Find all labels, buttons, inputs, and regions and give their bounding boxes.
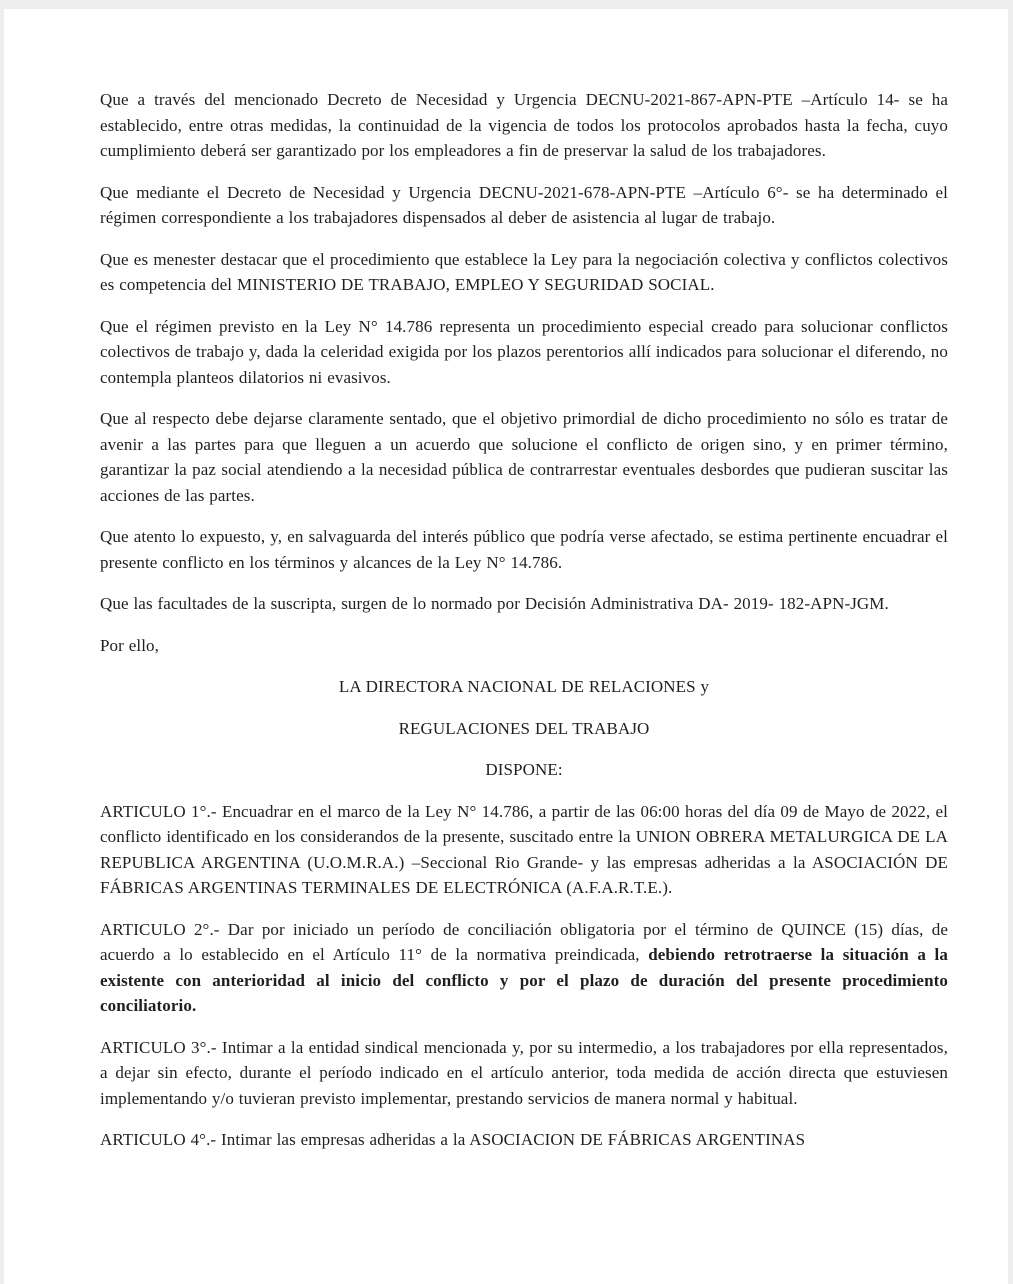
recital-decnu-678 (100, 180, 948, 231)
document-page (4, 9, 1008, 1284)
text-segment: Que al respecto debe dejarse claramente sentado, que el objetivo primordial de dicho procedimiento no sólo es tratar de avenir a las partes para que lleguen a un acuerdo que solucione el conflicto de origen sino, y en primer término, garantizar la paz social atendiendo a la necesidad pública de contrarrestar eventuales desbordes que pudieran suscitar las acciones de las partes. (100, 409, 948, 505)
text-segment: LA DIRECTORA NACIONAL DE RELACIONES y (338, 677, 710, 696)
text-segment: REGULACIONES DEL TRABAJO (398, 718, 650, 738)
articulo-2 (100, 917, 948, 1019)
heading-directora-line-1 (100, 674, 948, 700)
por-ello (100, 633, 948, 659)
text-segment: ARTICULO 4°.- Intimar las empresas adheridas a la ASOCIACION DE FÁBRICAS ARGENTINAS (100, 1130, 806, 1149)
text-segment: Que a través del mencionado Decreto de Necesidad y Urgencia DECNU-2021-867-APN-PTE –Artículo 14- se ha establecido, entre otras medidas, la continuidad de la vigencia de todos los protocolos aprobados hasta la fecha, cuyo cumplimiento deberá ser garantizado por los empleadores a fin de preservar la salud de los trabajadores. (100, 90, 948, 160)
recital-ley-14786-regimen (100, 314, 948, 391)
heading-dispone (100, 757, 948, 783)
articulo-1 (100, 799, 948, 901)
text-segment: Que mediante el Decreto de Necesidad y Urgencia DECNU-2021-678-APN-PTE –Artículo 6°- se ha determinado el régimen correspondiente a los trabajadores dispensados al deber de asistencia al lugar de trabajo. (100, 182, 948, 227)
recital-interes-publico (100, 524, 948, 575)
text-segment: ARTICULO 3°.- Intimar a la entidad sindical mencionada y, por su intermedio, a los trabajadores por ella representados, a dejar sin efecto, durante el período indicado en el artículo anterior, toda medida de acción directa que estuviesen implementando y/o tuvieran previsto implementar, prestando servicios de manera normal y habitual. (100, 1037, 948, 1108)
text-segment: Por ello, (100, 635, 160, 655)
text-segment: Que las facultades de la suscripta, surgen de lo normado por Decisión Administrativa DA- 2019- 182-APN-JGM. (100, 594, 889, 613)
text-segment: ARTICULO 2°.- Dar por iniciado un período de conciliación obligatoria por el término de QUINCE (15) días, de acuerdo a lo establecido en el Artículo 11° de la normativa preindicada, (100, 919, 948, 964)
recital-facultades (100, 591, 948, 617)
text-segment: DISPONE: (485, 760, 563, 779)
recital-decnu-867 (100, 87, 948, 164)
text-segment: ARTICULO 1°.- Encuadrar en el marco de la Ley N° 14.786, a partir de las 06:00 horas del día 09 de Mayo de 2022, el conflicto identificado en los considerandos de la presente, suscitado entre la UNION OBRERA METALURGICA DE LA REPUBLICA ARGENTINA (U.O.M.R.A.) –Seccional Rio Grande- y las empresas adheridas a la ASOCIACIÓN DE FÁBRICAS ARGENTINAS TERMINALES DE ELECTRÓNICA (A.F.A.R.T.E.). (100, 801, 948, 897)
text-segment: Que el régimen previsto en la Ley N° 14.786 representa un procedimiento especial creado para solucionar conflictos colectivos de trabajo y, dada la celeridad exigida por los plazos perentorios allí indicados para solucionar el diferendo, no contempla planteos dilatorios ni evasivos. (100, 316, 948, 387)
recital-competencia-ministerio (100, 247, 948, 298)
articulo-3 (100, 1035, 948, 1112)
recital-objetivo-procedimiento (100, 406, 948, 508)
text-segment: Que es menester destacar que el procedimiento que establece la Ley para la negociación colectiva y conflictos colectivos es competencia del MINISTERIO DE TRABAJO, EMPLEO Y SEGURIDAD SOCIAL. (100, 249, 948, 294)
document-body (4, 9, 1008, 1153)
bold-text-segment: debiendo retrotraerse la situación a la existente con anterioridad al inicio del conflicto y por el plazo de duración del presente procedimiento conciliatorio. (100, 945, 948, 1015)
heading-directora-line-2 (100, 716, 948, 742)
articulo-4 (100, 1127, 948, 1153)
text-segment: Que atento lo expuesto, y, en salvaguarda del interés público que podría verse afectado, se estima pertinente encuadrar el presente conflicto en los términos y alcances de la Ley N° 14.786. (100, 527, 948, 572)
